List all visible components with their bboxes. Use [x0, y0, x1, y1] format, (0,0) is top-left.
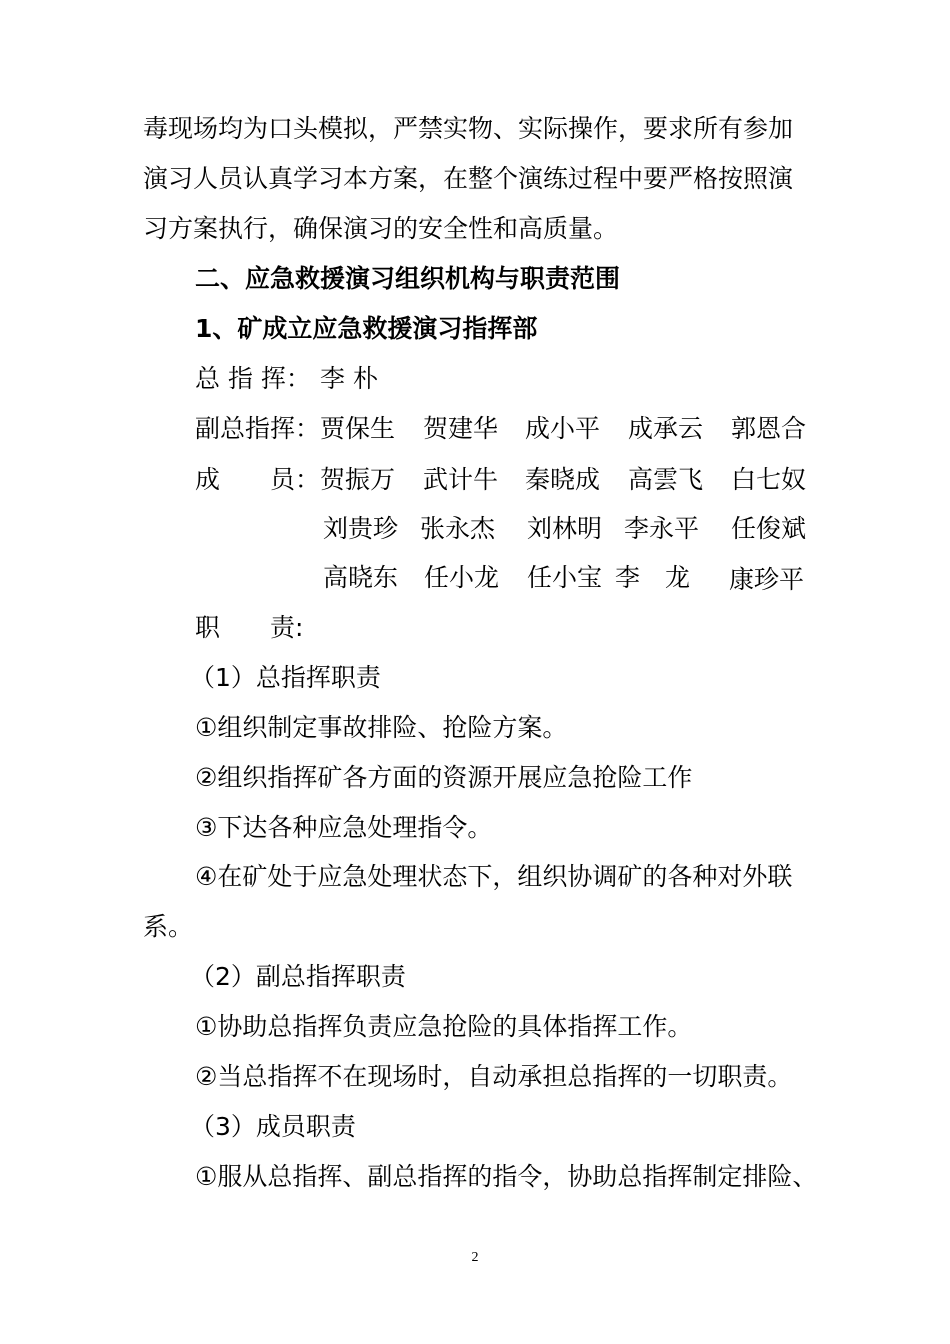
- paragraph-line: 演习人员认真学习本方案，在整个演练过程中要严格按照演: [143, 164, 794, 193]
- member-name: 高晓东: [323, 563, 399, 592]
- deputy-name: 贺建华: [423, 414, 499, 443]
- duty-item: ③下达各种应急处理指令。: [195, 813, 493, 842]
- member-name: 秦晓成: [525, 465, 601, 494]
- paragraph-line: 习方案执行，确保演习的安全性和高质量。: [143, 214, 619, 243]
- duty-heading: （3）成员职责: [190, 1112, 356, 1141]
- section-heading: 二、应急救援演习组织机构与职责范围: [195, 264, 621, 293]
- member-name: 任小龙: [424, 563, 500, 592]
- paragraph-line: 毒现场均为口头模拟，严禁实物、实际操作，要求所有参加: [143, 114, 794, 143]
- sub-heading: 1、矿成立应急救援演习指挥部: [195, 314, 538, 343]
- deputy-name: 郭恩合: [731, 414, 807, 443]
- duty-item: ④在矿处于应急处理状态下，组织协调矿的各种对外联: [195, 862, 793, 891]
- page-number: 2: [471, 1250, 479, 1265]
- member-name: 贺振万: [320, 465, 396, 494]
- duty-item: ①组织制定事故排险、抢险方案。: [195, 713, 568, 742]
- duty-heading: （2）副总指挥职责: [190, 962, 406, 991]
- duty-item: ①服从总指挥、副总指挥的指令，协助总指挥制定排险、: [195, 1162, 818, 1191]
- member-name: 张永杰: [420, 514, 496, 543]
- member-name: 李 龙: [615, 563, 691, 592]
- deputy-name: 贾保生: [320, 414, 396, 443]
- member-name: 武计牛: [423, 465, 499, 494]
- member-name: 刘贵珍: [323, 514, 399, 543]
- duty-item: ②当总指挥不在现场时，自动承担总指挥的一切职责。: [195, 1062, 793, 1091]
- duties-label: 职 责:: [195, 613, 304, 642]
- member-name: 任小宝: [527, 563, 603, 592]
- duty-heading: （1）总指挥职责: [190, 663, 381, 692]
- duty-item: ①协助总指挥负责应急抢险的具体指挥工作。: [195, 1012, 693, 1041]
- deputy-name: 成小平: [525, 414, 601, 443]
- member-name: 康珍平: [729, 565, 805, 594]
- commander-name: 李 朴: [320, 364, 378, 393]
- duty-item-wrap: 系。: [143, 912, 194, 941]
- commander-label: 总 指 挥：: [195, 364, 311, 393]
- duty-item: ②组织指挥矿各方面的资源开展应急抢险工作: [195, 763, 693, 792]
- deputy-label: 副总指挥：: [195, 414, 321, 443]
- member-name: 高雲飞: [628, 465, 704, 494]
- member-name: 任俊斌: [731, 514, 807, 543]
- member-name: 白七奴: [731, 465, 807, 494]
- member-name: 刘林明: [527, 514, 603, 543]
- members-label: 成 员：: [195, 465, 321, 494]
- deputy-name: 成承云: [628, 414, 704, 443]
- member-name: 李永平: [624, 514, 700, 543]
